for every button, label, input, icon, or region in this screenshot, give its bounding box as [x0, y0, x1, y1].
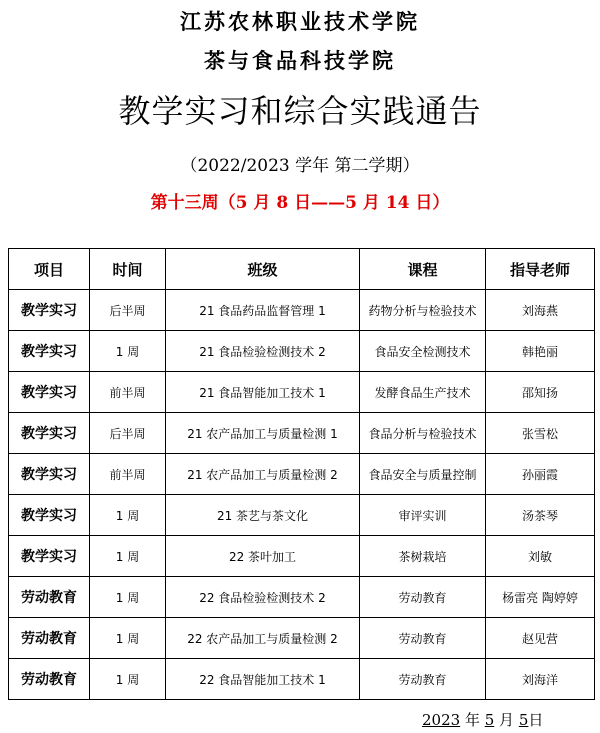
- cell-teacher: 汤茶琴: [486, 495, 595, 536]
- table-row: [9, 618, 595, 659]
- cell-teacher: 刘海燕: [486, 290, 595, 331]
- date-day: 5: [518, 711, 529, 729]
- cell-teacher: 杨雷亮 陶婷婷: [486, 577, 595, 618]
- cell-class: 21 茶艺与茶文化: [166, 495, 360, 536]
- cell-course: 审评实训: [360, 495, 486, 536]
- table-row: [9, 577, 595, 618]
- cell-time: 1 周: [90, 659, 166, 700]
- cell-class: 21 农产品加工与质量检测 2: [166, 454, 360, 495]
- column-header-course: 课程: [360, 249, 486, 290]
- table-header-row: [9, 249, 595, 290]
- table-row: [9, 372, 595, 413]
- cell-project: 教学实习: [9, 495, 90, 536]
- academic-term: （2022/2023 学年 第二学期）: [180, 156, 420, 176]
- cell-teacher: 刘海洋: [486, 659, 595, 700]
- cell-time: 后半周: [90, 290, 166, 331]
- cell-teacher: 邵知扬: [486, 372, 595, 413]
- column-header-time: 时间: [90, 249, 166, 290]
- cell-project: 教学实习: [9, 413, 90, 454]
- cell-teacher: 赵见营: [486, 618, 595, 659]
- cell-teacher: 刘敏: [486, 536, 595, 577]
- date-month: 5: [484, 711, 495, 729]
- cell-project: 教学实习: [9, 454, 90, 495]
- cell-class: 21 食品检验检测技术 2: [166, 331, 360, 372]
- cell-time: 前半周: [90, 454, 166, 495]
- column-header-class: 班级: [166, 249, 360, 290]
- table-row: [9, 495, 595, 536]
- date-year: 2023: [422, 711, 461, 729]
- cell-project: 教学实习: [9, 290, 90, 331]
- cell-project: 劳动教育: [9, 618, 90, 659]
- cell-course: 食品分析与检验技术: [360, 413, 486, 454]
- cell-course: 食品安全与质量控制: [360, 454, 486, 495]
- cell-teacher: 张雪松: [486, 413, 595, 454]
- cell-time: 1 周: [90, 577, 166, 618]
- cell-project: 教学实习: [9, 331, 90, 372]
- college-name: 江苏农林职业技术学院: [180, 10, 420, 34]
- cell-class: 22 农产品加工与质量检测 2: [166, 618, 360, 659]
- cell-course: 药物分析与检验技术: [360, 290, 486, 331]
- cell-time: 1 周: [90, 618, 166, 659]
- cell-time: 前半周: [90, 372, 166, 413]
- cell-course: 茶树栽培: [360, 536, 486, 577]
- table-row: [9, 659, 595, 700]
- table-row: [9, 454, 595, 495]
- cell-course: 劳动教育: [360, 577, 486, 618]
- cell-project: 劳动教育: [9, 577, 90, 618]
- column-header-project: 项目: [9, 249, 90, 290]
- table-row: [9, 413, 595, 454]
- practice-schedule-table: [8, 248, 595, 700]
- cell-class: 21 农产品加工与质量检测 1: [166, 413, 360, 454]
- cell-teacher: 韩艳丽: [486, 331, 595, 372]
- cell-class: 22 茶叶加工: [166, 536, 360, 577]
- cell-class: 22 食品检验检测技术 2: [166, 577, 360, 618]
- cell-project: 教学实习: [9, 372, 90, 413]
- cell-time: 1 周: [90, 536, 166, 577]
- cell-course: 食品安全检测技术: [360, 331, 486, 372]
- cell-project: 教学实习: [9, 536, 90, 577]
- cell-class: 21 食品智能加工技术 1: [166, 372, 360, 413]
- cell-course: 劳动教育: [360, 618, 486, 659]
- cell-class: 22 食品智能加工技术 1: [166, 659, 360, 700]
- cell-time: 后半周: [90, 413, 166, 454]
- table-row: [9, 331, 595, 372]
- cell-time: 1 周: [90, 331, 166, 372]
- date-month-unit: 月: [494, 711, 519, 729]
- cell-course: 发酵食品生产技术: [360, 372, 486, 413]
- notice-date: [422, 709, 543, 730]
- table-row: [9, 536, 595, 577]
- date-year-unit: 年: [460, 711, 485, 729]
- column-header-teacher: 指导老师: [486, 249, 595, 290]
- cell-time: 1 周: [90, 495, 166, 536]
- cell-project: 劳动教育: [9, 659, 90, 700]
- notice-title: 教学实习和综合实践通告: [118, 92, 482, 130]
- cell-class: 21 食品药品监督管理 1: [166, 290, 360, 331]
- date-day-unit: 日: [528, 711, 544, 729]
- cell-course: 劳动教育: [360, 659, 486, 700]
- cell-teacher: 孙丽霞: [486, 454, 595, 495]
- table-row: [9, 290, 595, 331]
- week-range: 第十三周（5 月 8 日——5 月 14 日）: [150, 193, 450, 213]
- school-name: 茶与食品科技学院: [204, 49, 396, 73]
